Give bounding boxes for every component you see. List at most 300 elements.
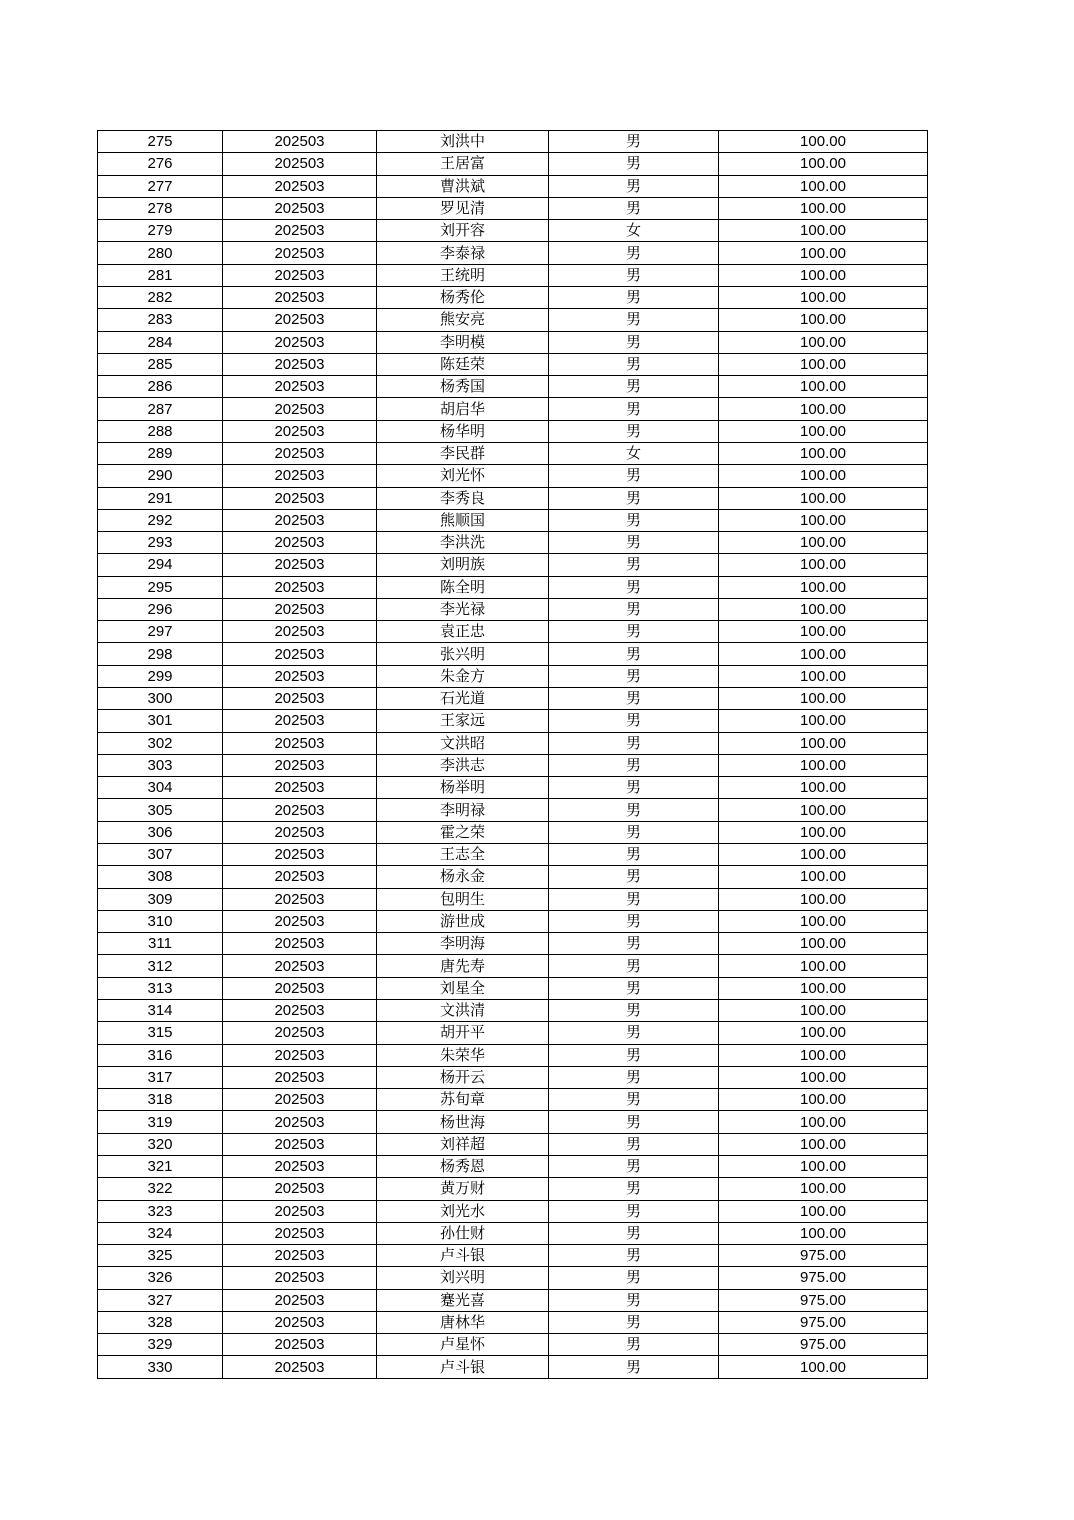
cell-row-number: 307 bbox=[98, 844, 223, 866]
table-row bbox=[98, 576, 928, 598]
cell-period: 202503 bbox=[223, 1200, 377, 1222]
cell-row-number: 286 bbox=[98, 376, 223, 398]
cell-row-number: 315 bbox=[98, 1022, 223, 1044]
cell-period: 202503 bbox=[223, 888, 377, 910]
table-row bbox=[98, 732, 928, 754]
cell-gender: 男 bbox=[549, 977, 719, 999]
cell-period: 202503 bbox=[223, 955, 377, 977]
cell-row-number: 285 bbox=[98, 353, 223, 375]
cell-name: 李明模 bbox=[377, 331, 549, 353]
cell-row-number: 300 bbox=[98, 688, 223, 710]
table-row bbox=[98, 465, 928, 487]
cell-gender: 男 bbox=[549, 1155, 719, 1177]
cell-name: 包明生 bbox=[377, 888, 549, 910]
table-row bbox=[98, 242, 928, 264]
cell-row-number: 305 bbox=[98, 799, 223, 821]
cell-row-number: 298 bbox=[98, 643, 223, 665]
cell-gender: 男 bbox=[549, 242, 719, 264]
cell-gender: 男 bbox=[549, 777, 719, 799]
cell-period: 202503 bbox=[223, 331, 377, 353]
cell-gender: 男 bbox=[549, 554, 719, 576]
cell-gender: 男 bbox=[549, 910, 719, 932]
cell-amount: 100.00 bbox=[719, 821, 928, 843]
cell-amount: 100.00 bbox=[719, 465, 928, 487]
cell-row-number: 325 bbox=[98, 1245, 223, 1267]
cell-gender: 男 bbox=[549, 1111, 719, 1133]
cell-gender: 男 bbox=[549, 821, 719, 843]
cell-amount: 100.00 bbox=[719, 910, 928, 932]
table-row bbox=[98, 1289, 928, 1311]
cell-amount: 100.00 bbox=[719, 353, 928, 375]
table-row bbox=[98, 442, 928, 464]
cell-period: 202503 bbox=[223, 999, 377, 1021]
cell-row-number: 278 bbox=[98, 197, 223, 219]
cell-gender: 男 bbox=[549, 1289, 719, 1311]
cell-amount: 100.00 bbox=[719, 799, 928, 821]
cell-period: 202503 bbox=[223, 1022, 377, 1044]
cell-name: 刘祥超 bbox=[377, 1133, 549, 1155]
cell-row-number: 284 bbox=[98, 331, 223, 353]
table-row bbox=[98, 1133, 928, 1155]
cell-row-number: 275 bbox=[98, 131, 223, 153]
cell-name: 文洪清 bbox=[377, 999, 549, 1021]
cell-gender: 男 bbox=[549, 1334, 719, 1356]
cell-amount: 100.00 bbox=[719, 286, 928, 308]
cell-gender: 男 bbox=[549, 1133, 719, 1155]
cell-gender: 男 bbox=[549, 955, 719, 977]
cell-gender: 男 bbox=[549, 1044, 719, 1066]
table-row bbox=[98, 197, 928, 219]
cell-name: 李洪志 bbox=[377, 754, 549, 776]
cell-amount: 100.00 bbox=[719, 643, 928, 665]
table-row bbox=[98, 754, 928, 776]
cell-row-number: 288 bbox=[98, 420, 223, 442]
cell-amount: 975.00 bbox=[719, 1289, 928, 1311]
cell-period: 202503 bbox=[223, 1111, 377, 1133]
table-row bbox=[98, 153, 928, 175]
cell-name: 王志全 bbox=[377, 844, 549, 866]
cell-amount: 100.00 bbox=[719, 1222, 928, 1244]
cell-name: 刘开容 bbox=[377, 220, 549, 242]
cell-gender: 男 bbox=[549, 799, 719, 821]
cell-row-number: 330 bbox=[98, 1356, 223, 1379]
table-row bbox=[98, 554, 928, 576]
cell-row-number: 327 bbox=[98, 1289, 223, 1311]
table-row bbox=[98, 532, 928, 554]
cell-name: 胡开平 bbox=[377, 1022, 549, 1044]
cell-amount: 100.00 bbox=[719, 197, 928, 219]
cell-period: 202503 bbox=[223, 866, 377, 888]
cell-amount: 100.00 bbox=[719, 1133, 928, 1155]
cell-period: 202503 bbox=[223, 799, 377, 821]
cell-period: 202503 bbox=[223, 1245, 377, 1267]
cell-gender: 男 bbox=[549, 398, 719, 420]
cell-period: 202503 bbox=[223, 621, 377, 643]
cell-amount: 975.00 bbox=[719, 1245, 928, 1267]
table-row bbox=[98, 977, 928, 999]
table-row bbox=[98, 844, 928, 866]
cell-amount: 100.00 bbox=[719, 398, 928, 420]
table-row bbox=[98, 1022, 928, 1044]
cell-gender: 男 bbox=[549, 598, 719, 620]
cell-period: 202503 bbox=[223, 1356, 377, 1379]
table-row bbox=[98, 175, 928, 197]
cell-amount: 100.00 bbox=[719, 688, 928, 710]
cell-amount: 100.00 bbox=[719, 1178, 928, 1200]
cell-row-number: 324 bbox=[98, 1222, 223, 1244]
cell-gender: 男 bbox=[549, 888, 719, 910]
cell-row-number: 318 bbox=[98, 1089, 223, 1111]
cell-gender: 男 bbox=[549, 509, 719, 531]
table-row bbox=[98, 688, 928, 710]
table-row bbox=[98, 799, 928, 821]
cell-row-number: 326 bbox=[98, 1267, 223, 1289]
cell-name: 王统明 bbox=[377, 264, 549, 286]
cell-period: 202503 bbox=[223, 821, 377, 843]
table-row bbox=[98, 910, 928, 932]
cell-gender: 男 bbox=[549, 754, 719, 776]
table-row bbox=[98, 1356, 928, 1379]
cell-row-number: 314 bbox=[98, 999, 223, 1021]
cell-amount: 100.00 bbox=[719, 665, 928, 687]
cell-row-number: 316 bbox=[98, 1044, 223, 1066]
cell-period: 202503 bbox=[223, 220, 377, 242]
cell-period: 202503 bbox=[223, 465, 377, 487]
cell-amount: 975.00 bbox=[719, 1267, 928, 1289]
table-row bbox=[98, 220, 928, 242]
cell-name: 张兴明 bbox=[377, 643, 549, 665]
cell-row-number: 297 bbox=[98, 621, 223, 643]
table-row bbox=[98, 665, 928, 687]
cell-row-number: 301 bbox=[98, 710, 223, 732]
cell-amount: 975.00 bbox=[719, 1334, 928, 1356]
cell-amount: 100.00 bbox=[719, 1089, 928, 1111]
cell-name: 文洪昭 bbox=[377, 732, 549, 754]
cell-name: 李民群 bbox=[377, 442, 549, 464]
cell-row-number: 276 bbox=[98, 153, 223, 175]
cell-row-number: 299 bbox=[98, 665, 223, 687]
cell-gender: 男 bbox=[549, 1356, 719, 1379]
cell-row-number: 317 bbox=[98, 1066, 223, 1088]
table-row bbox=[98, 999, 928, 1021]
cell-amount: 100.00 bbox=[719, 1155, 928, 1177]
table-row bbox=[98, 1200, 928, 1222]
cell-row-number: 320 bbox=[98, 1133, 223, 1155]
cell-period: 202503 bbox=[223, 1289, 377, 1311]
cell-period: 202503 bbox=[223, 264, 377, 286]
cell-row-number: 294 bbox=[98, 554, 223, 576]
cell-name: 李泰禄 bbox=[377, 242, 549, 264]
cell-row-number: 293 bbox=[98, 532, 223, 554]
cell-period: 202503 bbox=[223, 732, 377, 754]
cell-period: 202503 bbox=[223, 844, 377, 866]
record-table bbox=[97, 130, 928, 1379]
cell-name: 王家远 bbox=[377, 710, 549, 732]
cell-name: 杨世海 bbox=[377, 1111, 549, 1133]
table-row bbox=[98, 264, 928, 286]
cell-gender: 男 bbox=[549, 420, 719, 442]
cell-name: 熊顺国 bbox=[377, 509, 549, 531]
cell-gender: 男 bbox=[549, 710, 719, 732]
cell-row-number: 323 bbox=[98, 1200, 223, 1222]
cell-row-number: 281 bbox=[98, 264, 223, 286]
cell-name: 卢斗银 bbox=[377, 1356, 549, 1379]
cell-gender: 男 bbox=[549, 175, 719, 197]
cell-period: 202503 bbox=[223, 131, 377, 153]
table-row bbox=[98, 331, 928, 353]
table-row bbox=[98, 643, 928, 665]
cell-amount: 100.00 bbox=[719, 220, 928, 242]
cell-period: 202503 bbox=[223, 1044, 377, 1066]
cell-period: 202503 bbox=[223, 175, 377, 197]
cell-row-number: 280 bbox=[98, 242, 223, 264]
cell-period: 202503 bbox=[223, 665, 377, 687]
cell-row-number: 310 bbox=[98, 910, 223, 932]
cell-gender: 男 bbox=[549, 153, 719, 175]
cell-amount: 100.00 bbox=[719, 554, 928, 576]
cell-amount: 100.00 bbox=[719, 598, 928, 620]
cell-amount: 975.00 bbox=[719, 1311, 928, 1333]
cell-row-number: 295 bbox=[98, 576, 223, 598]
cell-amount: 100.00 bbox=[719, 933, 928, 955]
table-row bbox=[98, 1066, 928, 1088]
cell-gender: 男 bbox=[549, 264, 719, 286]
table-row bbox=[98, 888, 928, 910]
cell-period: 202503 bbox=[223, 420, 377, 442]
cell-period: 202503 bbox=[223, 933, 377, 955]
cell-row-number: 296 bbox=[98, 598, 223, 620]
table-row bbox=[98, 1334, 928, 1356]
cell-amount: 100.00 bbox=[719, 1200, 928, 1222]
table-row bbox=[98, 286, 928, 308]
cell-name: 刘洪中 bbox=[377, 131, 549, 153]
cell-amount: 100.00 bbox=[719, 331, 928, 353]
cell-period: 202503 bbox=[223, 1267, 377, 1289]
cell-period: 202503 bbox=[223, 487, 377, 509]
cell-amount: 100.00 bbox=[719, 532, 928, 554]
cell-row-number: 283 bbox=[98, 309, 223, 331]
cell-amount: 100.00 bbox=[719, 420, 928, 442]
cell-period: 202503 bbox=[223, 754, 377, 776]
cell-gender: 男 bbox=[549, 1311, 719, 1333]
table-row bbox=[98, 1245, 928, 1267]
cell-row-number: 277 bbox=[98, 175, 223, 197]
cell-name: 杨举明 bbox=[377, 777, 549, 799]
cell-period: 202503 bbox=[223, 910, 377, 932]
cell-name: 李光禄 bbox=[377, 598, 549, 620]
table-row bbox=[98, 509, 928, 531]
cell-gender: 男 bbox=[549, 866, 719, 888]
cell-name: 胡启华 bbox=[377, 398, 549, 420]
cell-period: 202503 bbox=[223, 1133, 377, 1155]
cell-name: 蹇光喜 bbox=[377, 1289, 549, 1311]
cell-gender: 男 bbox=[549, 487, 719, 509]
cell-period: 202503 bbox=[223, 442, 377, 464]
cell-amount: 100.00 bbox=[719, 153, 928, 175]
table-row bbox=[98, 420, 928, 442]
cell-amount: 100.00 bbox=[719, 264, 928, 286]
cell-gender: 男 bbox=[549, 621, 719, 643]
cell-name: 苏旬章 bbox=[377, 1089, 549, 1111]
cell-name: 孙仕财 bbox=[377, 1222, 549, 1244]
cell-row-number: 328 bbox=[98, 1311, 223, 1333]
cell-name: 罗见清 bbox=[377, 197, 549, 219]
cell-period: 202503 bbox=[223, 977, 377, 999]
cell-name: 刘星全 bbox=[377, 977, 549, 999]
cell-name: 刘光怀 bbox=[377, 465, 549, 487]
cell-period: 202503 bbox=[223, 509, 377, 531]
table-row bbox=[98, 131, 928, 153]
cell-amount: 100.00 bbox=[719, 442, 928, 464]
cell-row-number: 290 bbox=[98, 465, 223, 487]
cell-name: 游世成 bbox=[377, 910, 549, 932]
cell-period: 202503 bbox=[223, 1311, 377, 1333]
record-table-body bbox=[98, 131, 928, 1379]
cell-row-number: 313 bbox=[98, 977, 223, 999]
table-row bbox=[98, 598, 928, 620]
cell-gender: 男 bbox=[549, 331, 719, 353]
cell-name: 杨华明 bbox=[377, 420, 549, 442]
cell-period: 202503 bbox=[223, 286, 377, 308]
cell-period: 202503 bbox=[223, 1155, 377, 1177]
cell-period: 202503 bbox=[223, 398, 377, 420]
cell-row-number: 289 bbox=[98, 442, 223, 464]
cell-name: 王居富 bbox=[377, 153, 549, 175]
cell-gender: 男 bbox=[549, 1066, 719, 1088]
cell-name: 杨秀国 bbox=[377, 376, 549, 398]
cell-period: 202503 bbox=[223, 1222, 377, 1244]
cell-period: 202503 bbox=[223, 643, 377, 665]
cell-period: 202503 bbox=[223, 1178, 377, 1200]
cell-row-number: 321 bbox=[98, 1155, 223, 1177]
cell-amount: 100.00 bbox=[719, 509, 928, 531]
cell-row-number: 311 bbox=[98, 933, 223, 955]
cell-period: 202503 bbox=[223, 598, 377, 620]
table-row bbox=[98, 1311, 928, 1333]
cell-gender: 男 bbox=[549, 844, 719, 866]
cell-row-number: 279 bbox=[98, 220, 223, 242]
cell-name: 陈廷荣 bbox=[377, 353, 549, 375]
cell-amount: 100.00 bbox=[719, 175, 928, 197]
table-row bbox=[98, 376, 928, 398]
cell-row-number: 309 bbox=[98, 888, 223, 910]
cell-gender: 男 bbox=[549, 197, 719, 219]
cell-row-number: 302 bbox=[98, 732, 223, 754]
cell-name: 石光道 bbox=[377, 688, 549, 710]
cell-gender: 男 bbox=[549, 688, 719, 710]
cell-period: 202503 bbox=[223, 688, 377, 710]
table-row bbox=[98, 1111, 928, 1133]
cell-gender: 男 bbox=[549, 576, 719, 598]
cell-period: 202503 bbox=[223, 153, 377, 175]
cell-period: 202503 bbox=[223, 242, 377, 264]
cell-amount: 100.00 bbox=[719, 1044, 928, 1066]
cell-amount: 100.00 bbox=[719, 999, 928, 1021]
cell-row-number: 312 bbox=[98, 955, 223, 977]
cell-row-number: 287 bbox=[98, 398, 223, 420]
cell-name: 李明禄 bbox=[377, 799, 549, 821]
cell-amount: 100.00 bbox=[719, 844, 928, 866]
cell-gender: 男 bbox=[549, 1200, 719, 1222]
table-row bbox=[98, 1155, 928, 1177]
cell-period: 202503 bbox=[223, 554, 377, 576]
cell-row-number: 291 bbox=[98, 487, 223, 509]
cell-period: 202503 bbox=[223, 1334, 377, 1356]
cell-gender: 女 bbox=[549, 220, 719, 242]
cell-name: 熊安亮 bbox=[377, 309, 549, 331]
cell-period: 202503 bbox=[223, 710, 377, 732]
cell-gender: 男 bbox=[549, 1267, 719, 1289]
cell-gender: 男 bbox=[549, 353, 719, 375]
cell-name: 李洪洗 bbox=[377, 532, 549, 554]
table-row bbox=[98, 487, 928, 509]
cell-gender: 男 bbox=[549, 933, 719, 955]
cell-period: 202503 bbox=[223, 376, 377, 398]
cell-amount: 100.00 bbox=[719, 376, 928, 398]
cell-row-number: 322 bbox=[98, 1178, 223, 1200]
table-row bbox=[98, 398, 928, 420]
cell-name: 卢斗银 bbox=[377, 1245, 549, 1267]
cell-gender: 男 bbox=[549, 465, 719, 487]
cell-name: 朱荣华 bbox=[377, 1044, 549, 1066]
cell-amount: 100.00 bbox=[719, 977, 928, 999]
cell-gender: 男 bbox=[549, 376, 719, 398]
cell-period: 202503 bbox=[223, 532, 377, 554]
cell-period: 202503 bbox=[223, 197, 377, 219]
table-row bbox=[98, 621, 928, 643]
cell-row-number: 304 bbox=[98, 777, 223, 799]
cell-row-number: 282 bbox=[98, 286, 223, 308]
cell-name: 刘明族 bbox=[377, 554, 549, 576]
table-row bbox=[98, 710, 928, 732]
cell-gender: 男 bbox=[549, 1089, 719, 1111]
table-row bbox=[98, 1267, 928, 1289]
cell-period: 202503 bbox=[223, 1066, 377, 1088]
cell-period: 202503 bbox=[223, 576, 377, 598]
cell-name: 黄万财 bbox=[377, 1178, 549, 1200]
table-row bbox=[98, 1089, 928, 1111]
cell-name: 杨永金 bbox=[377, 866, 549, 888]
cell-name: 曹洪斌 bbox=[377, 175, 549, 197]
cell-name: 杨秀恩 bbox=[377, 1155, 549, 1177]
cell-amount: 100.00 bbox=[719, 309, 928, 331]
table-row bbox=[98, 1044, 928, 1066]
cell-amount: 100.00 bbox=[719, 710, 928, 732]
cell-name: 刘光水 bbox=[377, 1200, 549, 1222]
cell-amount: 100.00 bbox=[719, 242, 928, 264]
cell-amount: 100.00 bbox=[719, 1066, 928, 1088]
cell-amount: 100.00 bbox=[719, 621, 928, 643]
table-row bbox=[98, 777, 928, 799]
cell-period: 202503 bbox=[223, 309, 377, 331]
cell-gender: 男 bbox=[549, 643, 719, 665]
cell-amount: 100.00 bbox=[719, 131, 928, 153]
cell-row-number: 306 bbox=[98, 821, 223, 843]
cell-amount: 100.00 bbox=[719, 955, 928, 977]
cell-period: 202503 bbox=[223, 777, 377, 799]
cell-amount: 100.00 bbox=[719, 576, 928, 598]
cell-gender: 男 bbox=[549, 1222, 719, 1244]
cell-name: 李明海 bbox=[377, 933, 549, 955]
table-row bbox=[98, 933, 928, 955]
table-row bbox=[98, 353, 928, 375]
cell-period: 202503 bbox=[223, 1089, 377, 1111]
table-row bbox=[98, 955, 928, 977]
cell-name: 陈全明 bbox=[377, 576, 549, 598]
cell-row-number: 329 bbox=[98, 1334, 223, 1356]
cell-period: 202503 bbox=[223, 353, 377, 375]
cell-name: 杨开云 bbox=[377, 1066, 549, 1088]
